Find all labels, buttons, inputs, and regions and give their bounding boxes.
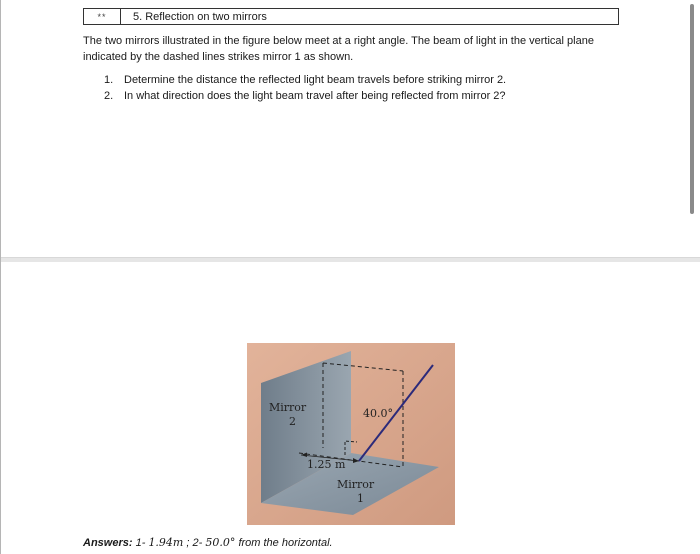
mirror-1-number: 1 <box>357 492 364 505</box>
question-text: In what direction does the light beam travel after being reflected from mirror 2? <box>124 90 506 102</box>
list-item <box>104 72 506 88</box>
problem-intro: The two mirrors illustrated in the figure below meet at a right angle. The beam of light in the vertical plane indicated by the dashed lines strikes mirror 1 as shown. <box>83 35 594 63</box>
answer-separator: ; 2- <box>183 537 206 549</box>
question-number: 1. <box>104 74 114 86</box>
angle-label: 40.0° <box>363 407 393 420</box>
problem-title: 5. Reflection on two mirrors <box>133 10 267 23</box>
distance-label: 1.25 m <box>307 458 346 471</box>
mirror-2-number: 2 <box>289 415 296 428</box>
scrollbar[interactable] <box>690 4 694 214</box>
answers-label: Answers: <box>83 537 133 549</box>
answers-line <box>83 536 333 549</box>
question-text: Determine the distance the reflected light beam travels before striking mirror 2. <box>124 74 507 86</box>
problem-header <box>83 8 619 25</box>
question-list <box>104 72 506 104</box>
answer-1-value: 1.94m <box>148 536 184 549</box>
mirror-1-label: Mirror <box>337 478 375 491</box>
answer-1-prefix: 1- <box>135 537 149 549</box>
mirrors-figure <box>247 343 455 525</box>
answer-suffix: from the horizontal. <box>235 537 333 549</box>
list-item <box>104 88 506 104</box>
answer-2-value: 50.0° <box>205 536 236 549</box>
mirror-2-label: Mirror <box>269 401 307 414</box>
difficulty-stars: ** <box>84 9 121 24</box>
mirrors-diagram <box>247 343 455 525</box>
page-break <box>1 257 700 262</box>
question-number: 2. <box>104 90 114 102</box>
